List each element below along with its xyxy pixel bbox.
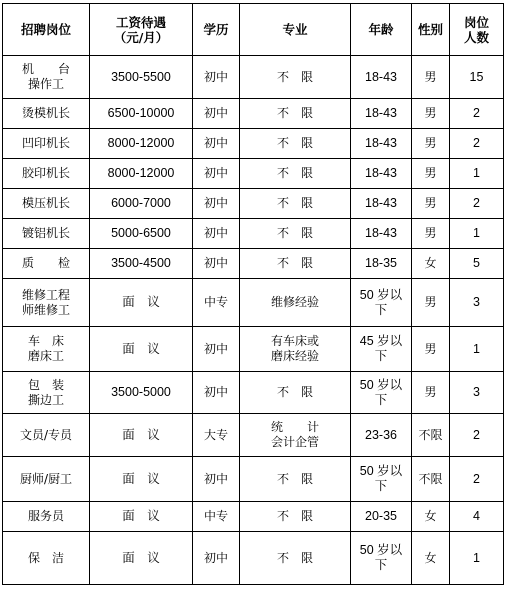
cell-education: 中专 <box>193 502 240 532</box>
cell-age: 20-35 <box>351 502 412 532</box>
cell-education: 中专 <box>193 279 240 327</box>
cell-gender: 女 <box>412 249 450 279</box>
cell-major: 不 限 <box>240 99 351 129</box>
cell-major: 不 限 <box>240 56 351 99</box>
cell-salary: 面 议 <box>90 414 193 457</box>
cell-education: 初中 <box>193 372 240 414</box>
cell-education: 初中 <box>193 99 240 129</box>
table-row <box>3 99 504 129</box>
header-gender: 性别 <box>412 4 450 56</box>
cell-education: 初中 <box>193 327 240 372</box>
cell-education: 初中 <box>193 249 240 279</box>
cell-count: 5 <box>450 249 504 279</box>
table-row <box>3 457 504 502</box>
cell-education: 大专 <box>193 414 240 457</box>
recruitment-table <box>2 3 504 585</box>
cell-major: 有车床或 磨床经验 <box>240 327 351 372</box>
cell-salary: 面 议 <box>90 457 193 502</box>
cell-count: 15 <box>450 56 504 99</box>
table-row <box>3 129 504 159</box>
table-row <box>3 189 504 219</box>
table-row <box>3 414 504 457</box>
cell-gender: 男 <box>412 159 450 189</box>
cell-salary: 6500-10000 <box>90 99 193 129</box>
cell-position: 镀铝机长 <box>3 219 90 249</box>
table-row <box>3 219 504 249</box>
cell-salary: 面 议 <box>90 532 193 585</box>
cell-age: 23-36 <box>351 414 412 457</box>
table-row <box>3 502 504 532</box>
cell-count: 2 <box>450 457 504 502</box>
cell-age: 50 岁以 下 <box>351 532 412 585</box>
cell-age: 18-35 <box>351 249 412 279</box>
cell-count: 1 <box>450 159 504 189</box>
header-major: 专业 <box>240 4 351 56</box>
cell-major: 不 限 <box>240 502 351 532</box>
cell-position: 质 检 <box>3 249 90 279</box>
cell-education: 初中 <box>193 56 240 99</box>
cell-salary: 6000-7000 <box>90 189 193 219</box>
cell-count: 2 <box>450 129 504 159</box>
cell-count: 2 <box>450 99 504 129</box>
cell-salary: 面 议 <box>90 327 193 372</box>
cell-count: 1 <box>450 327 504 372</box>
cell-count: 1 <box>450 219 504 249</box>
cell-age: 18-43 <box>351 219 412 249</box>
cell-gender: 男 <box>412 129 450 159</box>
header-count: 岗位 人数 <box>450 4 504 56</box>
cell-major: 不 限 <box>240 189 351 219</box>
cell-salary: 8000-12000 <box>90 159 193 189</box>
cell-education: 初中 <box>193 219 240 249</box>
table-row <box>3 159 504 189</box>
cell-salary: 面 议 <box>90 279 193 327</box>
table-body <box>3 56 504 585</box>
table-row <box>3 249 504 279</box>
table-row <box>3 327 504 372</box>
cell-education: 初中 <box>193 532 240 585</box>
cell-salary: 8000-12000 <box>90 129 193 159</box>
cell-count: 3 <box>450 279 504 327</box>
cell-education: 初中 <box>193 457 240 502</box>
cell-count: 2 <box>450 189 504 219</box>
cell-major: 不 限 <box>240 457 351 502</box>
cell-gender: 男 <box>412 56 450 99</box>
cell-age: 18-43 <box>351 189 412 219</box>
cell-major: 不 限 <box>240 249 351 279</box>
table-row <box>3 56 504 99</box>
cell-salary: 3500-4500 <box>90 249 193 279</box>
cell-major: 维修经验 <box>240 279 351 327</box>
cell-gender: 男 <box>412 279 450 327</box>
cell-major: 不 限 <box>240 159 351 189</box>
cell-education: 初中 <box>193 159 240 189</box>
cell-gender: 女 <box>412 502 450 532</box>
cell-major: 统 计 会计企管 <box>240 414 351 457</box>
cell-position: 车 床 磨床工 <box>3 327 90 372</box>
cell-count: 3 <box>450 372 504 414</box>
cell-major: 不 限 <box>240 372 351 414</box>
cell-age: 45 岁以 下 <box>351 327 412 372</box>
cell-salary: 面 议 <box>90 502 193 532</box>
table-row <box>3 279 504 327</box>
cell-position: 凹印机长 <box>3 129 90 159</box>
table-row <box>3 372 504 414</box>
cell-salary: 3500-5500 <box>90 56 193 99</box>
cell-count: 4 <box>450 502 504 532</box>
cell-position: 文员/专员 <box>3 414 90 457</box>
header-age: 年龄 <box>351 4 412 56</box>
cell-position: 保 洁 <box>3 532 90 585</box>
header-position: 招聘岗位 <box>3 4 90 56</box>
cell-count: 2 <box>450 414 504 457</box>
cell-age: 18-43 <box>351 99 412 129</box>
cell-gender: 男 <box>412 219 450 249</box>
cell-major: 不 限 <box>240 532 351 585</box>
cell-age: 18-43 <box>351 159 412 189</box>
cell-gender: 不限 <box>412 414 450 457</box>
cell-salary: 5000-6500 <box>90 219 193 249</box>
header-education: 学历 <box>193 4 240 56</box>
cell-position: 机 台 操作工 <box>3 56 90 99</box>
header-row <box>3 4 504 56</box>
cell-position: 维修工程 师维修工 <box>3 279 90 327</box>
cell-position: 厨师/厨工 <box>3 457 90 502</box>
cell-position: 服务员 <box>3 502 90 532</box>
cell-gender: 男 <box>412 99 450 129</box>
cell-position: 包 装 撕边工 <box>3 372 90 414</box>
cell-gender: 男 <box>412 327 450 372</box>
cell-gender: 不限 <box>412 457 450 502</box>
cell-major: 不 限 <box>240 219 351 249</box>
header-salary: 工资待遇 （元/月） <box>90 4 193 56</box>
cell-position: 模压机长 <box>3 189 90 219</box>
cell-count: 1 <box>450 532 504 585</box>
cell-major: 不 限 <box>240 129 351 159</box>
cell-age: 50 岁以 下 <box>351 279 412 327</box>
cell-education: 初中 <box>193 129 240 159</box>
cell-position: 胶印机长 <box>3 159 90 189</box>
cell-age: 50 岁以 下 <box>351 372 412 414</box>
cell-age: 50 岁以 下 <box>351 457 412 502</box>
cell-position: 烫模机长 <box>3 99 90 129</box>
cell-gender: 女 <box>412 532 450 585</box>
table-row <box>3 532 504 585</box>
cell-education: 初中 <box>193 189 240 219</box>
cell-salary: 3500-5000 <box>90 372 193 414</box>
cell-age: 18-43 <box>351 56 412 99</box>
cell-gender: 男 <box>412 189 450 219</box>
cell-gender: 男 <box>412 372 450 414</box>
cell-age: 18-43 <box>351 129 412 159</box>
